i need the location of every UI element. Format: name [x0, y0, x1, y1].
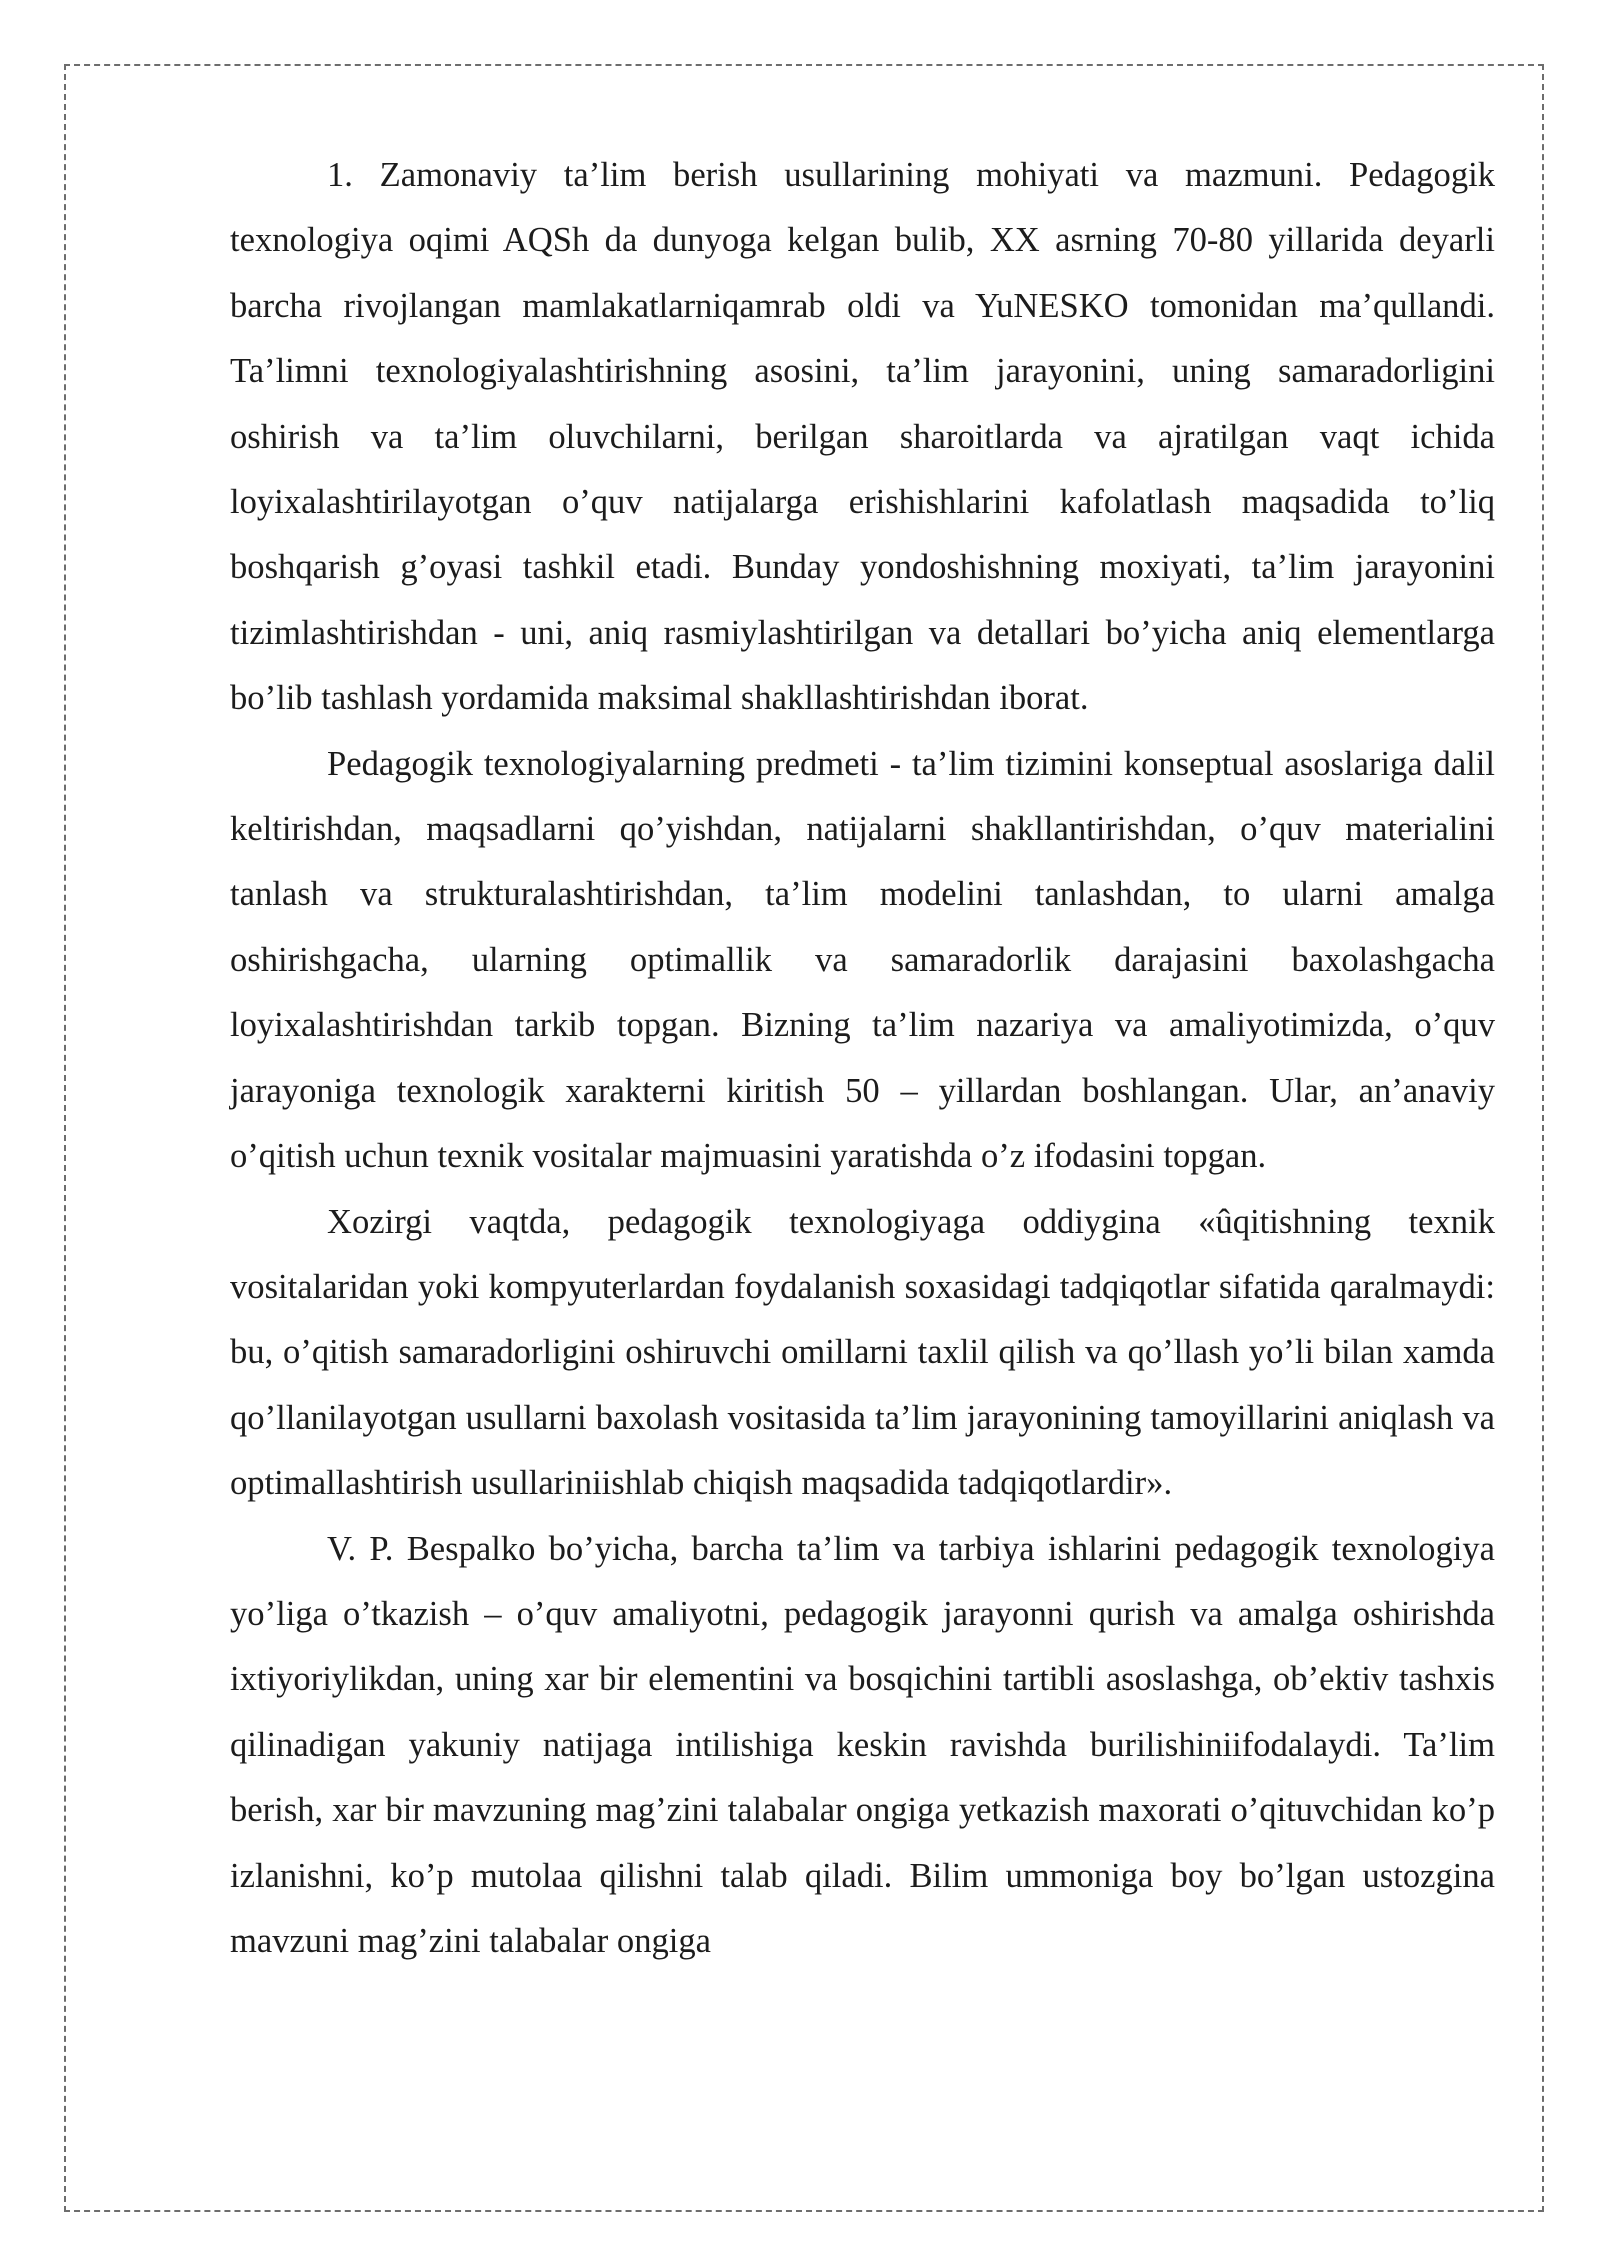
- paragraph: V. P. Bespalko bo’yicha, barcha ta’lim va tarbiya ishlarini pedagogik texnologiya yo’liga o’tkazish – o’quv amaliyotni, pedagogik jarayonni qurish va amalga oshirishda ixtiyoriylikdan, uning xar bir elementini va bosqichini tartibli asoslashga, ob’ektiv tashxis qilinadigan yakuniy natijaga intilishiga keskin ravishda burilishiniifodalaydi. Ta’lim berish, xar bir mavzuning mag’zini talabalar ongiga yetkazish maxorati o’qituvchidan ko’p izlanishni, ko’p mutolaa qilishni talab qiladi. Bilim ummoniga boy bo’lgan ustozgina mavzuni mag’zini talabalar ongiga: [230, 1529, 1495, 1960]
- paragraph: 1. Zamonaviy ta’lim berish usullarining mohiyati va mazmuni. Pedagogik texnologiya oqimi AQSh da dunyoga kelgan bulib, XX asrning 70-80 yillarida deyarli barcha rivojlangan mamlakatlarniqamrab oldi va YuNESKO tomonidan ma’qullandi. Ta’limni texnologiyalashtirishning asosini, ta’lim jarayonini, uning samaradorligini oshirish va ta’lim oluvchilarni, berilgan sharoitlarda va ajratilgan vaqt ichida loyixalashtirilayotgan o’quv natijalarga erishishlarini kafolatlash maqsadida to’liq boshqarish g’oyasi tashkil etadi. Bunday yondoshishning moxiyati, ta’lim jarayonini tizimlashtirishdan - uni, aniq rasmiylashtirilgan va detallari bo’yicha aniq elementlarga bo’lib tashlash yordamida maksimal shakllashtirishdan iborat.: [230, 156, 1495, 718]
- document-body: [230, 143, 1495, 1974]
- paragraph: Pedagogik texnologiyalarning predmeti - ta’lim tizimini konseptual asoslariga dalil keltirishdan, maqsadlarni qo’yishdan, natijalarni shakllantirishdan, o’quv materialini tanlash va strukturalashtirishdan, ta’lim modelini tanlashdan, to ularni amalga oshirishgacha, ularning optimallik va samaradorlik darajasini baxolashgacha loyixalashtirishdan tarkib topgan. Bizning ta’lim nazariya va amaliyotimizda, o’quv jarayoniga texnologik xarakterni kiritish 50 – yillardan boshlangan. Ular, an’anaviy o’qitish uchun texnik vositalar majmuasini yaratishda o’z ifodasini topgan.: [230, 744, 1495, 1176]
- paragraph: Xozirgi vaqtda, pedagogik texnologiyaga oddiygina «ûqitishning texnik vositalaridan yoki kompyuterlardan foydalanish soxasidagi tadqiqotlar sifatida qaralmaydi: bu, o’qitish samaradorligini oshiruvchi omillarni taxlil qilish va qo’llash yo’li bilan xamda qo’llanilayotgan usullarni baxolash vositasida ta’lim jarayonining tamoyillarini aniqlash va optimallashtirish usullariniishlab chiqish maqsadida tadqiqotlardir».: [230, 1202, 1495, 1503]
